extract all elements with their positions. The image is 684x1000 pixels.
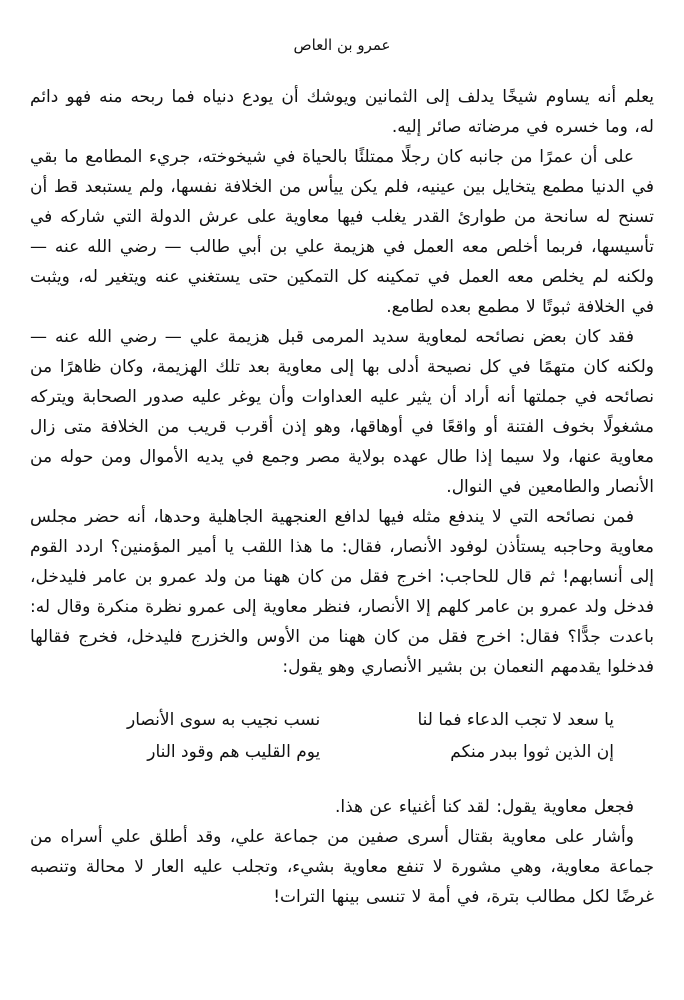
poem-verses — [30, 704, 654, 768]
paragraph-5: فجعل معاوية يقول: لقد كنا أغنياء عن هذا. — [335, 797, 634, 817]
paragraph-4: فمن نصائحه التي لا يندفع مثله فيها لدافع العنجهية الجاهلية وحدها، أنه حضر مجلس معاوية وحاجبه يستأذن لوفود الأنصار، فقال: ما هذا اللقب يا أمير المؤمنين؟ اردد القوم إلى أنسابهم! ثم قال للحاجب: اخرج فقل من كان ههنا من ولد عمرو بن عامر فليدخل، فدخل ولد عمرو بن عامر كلهم إلا الأنصار، فنظر معاوية إلى عمرو نظرة منكرة وقال له: باعدت جدًّا؟ فقال: اخرج فقل من كان ههنا من الأوس والخزرج فليدخل، فخرج فقالها فدخلوا يقدمهم النعمان بن بشير الأنصاري وهو يقول: — [30, 507, 654, 677]
verse-second-hemistich: نسب نجيب به سوى الأنصار — [127, 710, 321, 730]
verse-line — [70, 704, 614, 736]
paragraph-6: وأشار على معاوية بقتال أسرى صفين من جماعة علي، وقد أطلق علي أسراه من جماعة معاوية، وهي مشورة لا تنفع معاوية بشيء، وتجلب عليه العار لا محالة وتنصبه غرضًا لكل مطالب بترة، في أمة لا تنسى بينها الترات! — [30, 827, 654, 907]
paragraph-3: فقد كان بعض نصائحه لمعاوية سديد المرمى قبل هزيمة علي — رضي الله عنه — ولكنه كان متهمًا في كل نصيحة أدلى بها إلى معاوية بعد تلك الهزيمة، وكان ظاهرًا من نصائحه في جملتها أنه أراد أن يثير عليه العداوات وأن يوغر عليه صدور الصحابة ويتركه مشغولًا بخوف الفتنة أو واقعًا في أوهاقها، وهو إذن أقرب قريب من الخلافة متى زال معاوية عنها، ولا سيما إذا طال عهده بولاية مصر وجمع في يديه الأموال ومن حوله من الأنصار والطامعين في النوال. — [30, 327, 654, 497]
running-header: عمرو بن العاص — [293, 36, 391, 54]
paragraph-1: يعلم أنه يساوم شيخًا يدلف إلى الثمانين ويوشك أن يودع دنياه فما ربحه منه فهو دائم له، وما خسره في مرضاته صائر إليه. — [30, 87, 654, 137]
verse-second-hemistich: يوم القليب هم وقود النار — [147, 742, 321, 762]
verse-first-hemistich: إن الذين ثووا ببدر منكم — [450, 742, 614, 762]
verse-first-hemistich: يا سعد لا تجب الدعاء فما لنا — [417, 710, 614, 730]
body-text — [30, 82, 654, 912]
verse-line — [70, 736, 614, 768]
paragraph-2: على أن عمرًا من جانبه كان رجلًا ممتلئًا بالحياة في شيخوخته، جريء المطامع ما بقي في الدنيا مطمع يتخايل بين عينيه، فلم يكن ييأس من الخلافة نفسها، ولم يستبعد قط أن تسنح له سانحة من طوارئ القدر يغلب فيها معاوية على عرش الدولة التي شاركه في تأسيسها، فربما أخلص معه العمل في هزيمة علي بن أبي طالب — رضي الله عنه — ولكنه لم يخلص معه العمل في تمكينه كل التمكين حتى يستغني عنه ويتغير له، ويثبت في الخلافة ثبوتًا لا مطمع بعده لطامع. — [30, 147, 654, 317]
